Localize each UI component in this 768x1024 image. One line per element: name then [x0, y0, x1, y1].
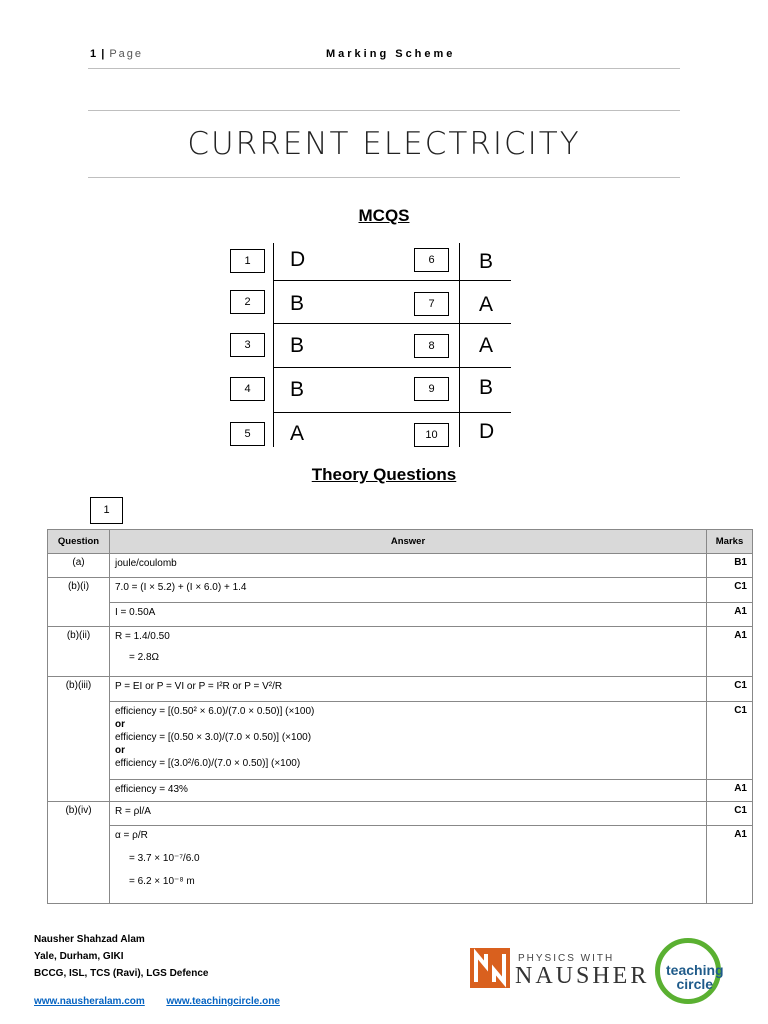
table-row — [48, 677, 753, 702]
mcq-answer: B — [479, 376, 494, 399]
column-header-question: Question — [48, 530, 110, 554]
answer-line: efficiency = [(3.0²/6.0)/(7.0 × 0.50)] (×100) — [115, 758, 301, 769]
column-header-marks: Marks — [707, 530, 753, 554]
answer-cell: joule/coulomb — [110, 554, 707, 578]
question-number-box: 1 — [90, 497, 123, 524]
answer-cell — [110, 627, 707, 677]
author-education: Yale, Durham, GIKI — [34, 951, 124, 962]
website-link-teachingcircle[interactable]: www.teachingcircle.one — [166, 996, 280, 1007]
title-top-rule — [88, 110, 680, 111]
answer-or: or — [115, 745, 125, 756]
mcq-heading: MCQS — [358, 206, 410, 225]
answer-line: R = 1.4/0.50 — [115, 631, 170, 642]
mcq-answer: D — [290, 248, 306, 271]
table-row — [48, 627, 753, 677]
marks-cell: C1 — [707, 578, 753, 603]
marks-cell: A1 — [707, 826, 753, 904]
mcq-answer: B — [290, 292, 305, 315]
mcq-answer: A — [290, 422, 305, 445]
mcq-divider-left — [273, 243, 274, 447]
marks-cell: A1 — [707, 603, 753, 627]
answer-cell — [110, 702, 707, 780]
table-row — [48, 802, 753, 826]
table-row — [48, 554, 753, 578]
teaching-circle-logo-text: teaching circle — [666, 962, 724, 992]
mcq-number-box: 1 — [230, 249, 265, 273]
logo-name: NAUSHER — [515, 963, 650, 989]
mcq-number-box: 2 — [230, 290, 265, 314]
mcq-number-box: 10 — [414, 423, 449, 447]
header-title: Marking Scheme — [326, 48, 456, 60]
mcq-divider-right — [459, 243, 460, 447]
table-row — [48, 826, 753, 904]
mcq-answer: A — [479, 293, 494, 316]
column-header-answer: Answer — [110, 530, 707, 554]
mcq-number-box: 9 — [414, 377, 449, 401]
mcq-number-box: 3 — [230, 333, 265, 357]
table-row — [48, 578, 753, 603]
nausher-logo-icon — [470, 948, 510, 988]
marks-cell: A1 — [707, 780, 753, 802]
logo-tagline: PHYSICS WITH — [518, 953, 615, 964]
marks-cell: A1 — [707, 627, 753, 677]
answer-cell — [110, 826, 707, 904]
marks-cell: C1 — [707, 802, 753, 826]
marking-scheme-table — [47, 529, 753, 904]
marks-cell: C1 — [707, 677, 753, 702]
mcq-answer: A — [479, 334, 494, 357]
question-cell: (b)(iv) — [48, 802, 110, 904]
title-bottom-rule — [88, 177, 680, 178]
answer-line: efficiency = [(0.50 × 3.0)/(7.0 × 0.50)] (×100) — [115, 732, 312, 743]
question-cell: (b)(ii) — [48, 627, 110, 677]
mcq-answer: B — [290, 378, 305, 401]
answer-line: = 2.8Ω — [129, 652, 159, 663]
website-link-nausheralam[interactable]: www.nausheralam.com — [34, 996, 145, 1007]
header-divider — [88, 68, 680, 69]
page-number: 1 | Page — [90, 48, 144, 60]
mcq-row-line — [273, 280, 511, 281]
mcq-answer: B — [290, 334, 305, 357]
theory-heading: Theory Questions — [311, 465, 457, 484]
answer-cell: I = 0.50A — [110, 603, 707, 627]
author-name: Nausher Shahzad Alam — [34, 934, 145, 945]
mcq-number-box: 5 — [230, 422, 265, 446]
answer-cell: R = ρl/A — [110, 802, 707, 826]
footer-links — [34, 996, 280, 1007]
mcq-row-line — [273, 412, 511, 413]
author-schools: BCCG, ISL, TCS (Ravi), LGS Defence — [34, 968, 209, 979]
question-cell: (b)(iii) — [48, 677, 110, 802]
answer-or: or — [115, 719, 125, 730]
answer-cell: efficiency = 43% — [110, 780, 707, 802]
table-row — [48, 780, 753, 802]
table-row — [48, 702, 753, 780]
question-cell: (b)(i) — [48, 578, 110, 627]
answer-line: = 3.7 × 10⁻⁷/6.0 — [129, 853, 200, 864]
answer-line: efficiency = [(0.50² × 6.0)/(7.0 × 0.50)] (×100) — [115, 706, 315, 717]
answer-line: = 6.2 × 10⁻⁸ m — [129, 876, 195, 887]
table-header-row — [48, 530, 753, 554]
mcq-answer: D — [479, 420, 495, 443]
mcq-answer: B — [479, 250, 494, 273]
mcq-row-line — [273, 367, 511, 368]
mcq-number-box: 8 — [414, 334, 449, 358]
mcq-number-box: 7 — [414, 292, 449, 316]
mcq-row-line — [273, 323, 511, 324]
answer-line: α = ρ/R — [115, 830, 148, 841]
document-title: CURRENT ELECTRICITY — [187, 126, 581, 162]
mcq-number-box: 4 — [230, 377, 265, 401]
mcq-number-box: 6 — [414, 248, 449, 272]
question-cell: (a) — [48, 554, 110, 578]
marks-cell: C1 — [707, 702, 753, 780]
table-row — [48, 603, 753, 627]
answer-cell: 7.0 = (I × 5.2) + (I × 6.0) + 1.4 — [110, 578, 707, 603]
answer-cell: P = EI or P = VI or P = I²R or P = V²/R — [110, 677, 707, 702]
marks-cell: B1 — [707, 554, 753, 578]
